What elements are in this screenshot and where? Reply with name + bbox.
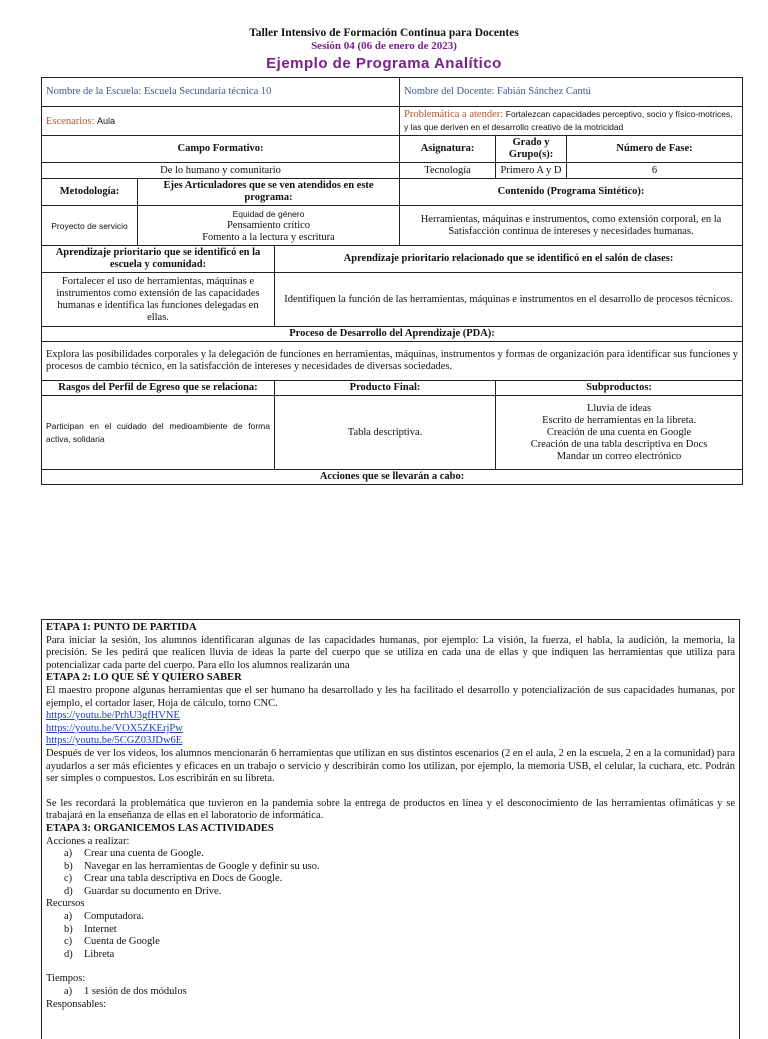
asignatura-header: Asignatura:: [400, 136, 496, 163]
etapa2-title: ETAPA 2: LO QUE SÉ Y QUIERO SABER: [46, 672, 242, 684]
aprendizaje-escuela-value: Fortalecer el uso de herramientas, máquinas e instrumentos como extensión de las capacidades humanas e identifica las funciones delegadas en ellas.: [42, 273, 275, 327]
problem-cell: [400, 107, 743, 136]
etapa1-title: ETAPA 1: PUNTO DE PARTIDA: [46, 622, 197, 633]
subproducto-item: Lluvia de ideas: [586, 402, 652, 414]
list-item: a) Computadora.: [64, 911, 144, 923]
acciones-list: [46, 848, 735, 898]
video-link-2[interactable]: https://youtu.be/VOX5ZKErjPw: [46, 722, 183, 734]
rasgos-header: Rasgos del Perfil de Egreso que se relaciona:: [42, 381, 275, 396]
list-item: d) Guardar su documento en Drive.: [64, 885, 222, 897]
list-item: d) Libreta: [64, 948, 115, 960]
program-table: [41, 77, 743, 485]
subproducto-item: Creación de una cuenta en Google: [546, 426, 692, 438]
subproducto-item: Creación de una tabla descriptiva en Docs: [530, 438, 708, 450]
video-link-1[interactable]: https://youtu.be/PrhU3gfHVNE: [46, 710, 180, 722]
contenido-value: Herramientas, máquinas e instrumentos, como extensión corporal, en la Satisfacción continua de intereses y necesidades humanas.: [400, 206, 743, 246]
list-item: b) Internet: [64, 923, 117, 935]
list-item: a) 1 sesión de dos módulos: [64, 986, 187, 998]
ejes-value: [138, 206, 400, 246]
ejes-header: Ejes Articuladores que se ven atendidos en este programa:: [138, 179, 400, 206]
fase-header: Número de Fase:: [567, 136, 743, 163]
list-item: a) Crear una cuenta de Google.: [64, 848, 204, 860]
producto-value: Tabla descriptiva.: [275, 396, 496, 470]
metodologia-header: Metodología:: [42, 179, 138, 206]
recursos-label: Recursos: [46, 898, 85, 910]
eje-item: Fomento a la lectura y escritura: [202, 231, 335, 243]
recursos-list: [46, 911, 735, 961]
problem-value: Fortalezcan capacidades perceptivo, socio y físico-motrices, y las que deriven en el desarrollo creativo de la motricidad: [404, 109, 733, 132]
campo-value: De lo humano y comunitario: [42, 163, 400, 179]
aprendizaje-salon-value: Identifiquen la función de las herramientas, máquinas e instrumentos en el desarrollo de procesos técnicos.: [275, 273, 743, 327]
scenarios-label: Escenarios:: [46, 115, 95, 127]
teacher-name: Nombre del Docente: Fabián Sánchez Cantú: [400, 78, 743, 107]
list-item: c) Cuenta de Google: [64, 936, 160, 948]
eje-item: Pensamiento crítico: [226, 219, 311, 231]
campo-header: Campo Formativo:: [42, 136, 400, 163]
pda-header: Proceso de Desarrollo del Aprendizaje (PDA):: [42, 327, 743, 342]
acciones-header: Acciones que se llevarán a cabo:: [42, 470, 743, 485]
etapa2-text: El maestro propone algunas herramientas que el ser humano ha desarrollado y les ha facilitado el desarrollo y potencialización de sus capacidades humanas, por ejemplo, el cortador laser, Hoja de cálculo, torno CNC.: [46, 684, 735, 709]
metodologia-value: Proyecto de servicio: [42, 206, 138, 246]
contenido-header: Contenido (Programa Sintético):: [400, 179, 743, 206]
subproducto-item: Escrito de herramientas en la libreta.: [542, 414, 696, 426]
grado-value: Primero A y D: [496, 163, 567, 179]
subproductos-header: Subproductos:: [496, 381, 743, 396]
fase-value: 6: [567, 163, 743, 179]
aprendizaje-salon-header: Aprendizaje prioritario relacionado que se identificó en el salón de clases:: [275, 246, 743, 273]
scenarios-value: Aula: [97, 115, 116, 126]
tiempos-list: [46, 986, 735, 999]
pandemia-text: Se les recordará la problemática que tuvieron en la pandemia sobre la entrega de productos en línea y el desconocimiento de las herramientas ofimáticas y se trabajará en la enseñanza de ellas en el laboratorio de informática.: [46, 797, 735, 822]
eje-item: Equidad de género: [232, 208, 305, 219]
activities-box: [41, 619, 740, 1039]
list-item: c) Crear una tabla descriptiva en Docs de Google.: [64, 873, 283, 885]
pda-value: Explora las posibilidades corporales y la delegación de funciones en herramientas, máquinas, instrumentos y formas de organización para identificar sus funciones y procesos de cambio técnico, en la satisfacción de intereses y necesidades de diversas sociedades.: [42, 342, 743, 381]
subproductos-value: [496, 396, 743, 470]
acciones-label: Acciones a realizar:: [46, 835, 130, 847]
list-item: b) Navegar en las herramientas de Google y definir su uso.: [64, 860, 320, 872]
problem-label: Problemática a atender:: [404, 109, 504, 120]
asignatura-value: Tecnología: [400, 163, 496, 179]
video-link-3[interactable]: https://youtu.be/5CGZ03JDw6E: [46, 735, 183, 747]
producto-header: Producto Final:: [275, 381, 496, 396]
page-title: Ejemplo de Programa Analítico: [266, 55, 502, 72]
scenarios-cell: [42, 107, 400, 136]
etapa1-text: Para iniciar la sesión, los alumnos identificaran algunas de las capacidades humanas, por ejemplo: La visión, la fuerza, el habla, la audición, la memoria, la precisión. Se les pedirá que realicen lluvia de ideas la parte del cuerpo que se utiliza en cada una de ellas y que indiquen las herramientas que utiliza para potencializar cada parte del cuerpo. Para ello los alumnos realizarán una: [46, 634, 735, 671]
grado-header: Grado y Grupo(s):: [496, 136, 567, 163]
aprendizaje-escuela-header: Aprendizaje prioritario que se identificó en la escuela y comunidad:: [42, 246, 275, 273]
responsables-label: Responsables:: [46, 998, 107, 1010]
after-links-text: Después de ver los videos, los alumnos mencionarán 6 herramientas que utilizan en sus distintos escenarios (2 en el aula, 2 en la escuela, 2 en a la comunidad) para ayudarlos a ser más eficientes y eficaces en un trabajo o servicio y describirán como los utilizan, por ejemplo, la memoria USB, el celular, la cuchara, etc. Podrán ser simples o compuestos. Los escribirán en su libreta.: [46, 747, 735, 785]
school-name: Nombre de la Escuela: Escuela Secundaria técnica 10: [42, 78, 400, 107]
workshop-title: Taller Intensivo de Formación Continua para Docentes: [249, 27, 519, 39]
session-subtitle: Sesión 04 (06 de enero de 2023): [311, 40, 457, 52]
tiempos-label: Tiempos:: [46, 973, 86, 985]
etapa3-title: ETAPA 3: ORGANICEMOS LAS ACTIVIDADES: [46, 822, 274, 834]
subproducto-item: Mandar un correo electrónico: [556, 450, 682, 462]
rasgos-value: Participan en el cuidado del medioambiente de forma activa, solidaria: [42, 396, 275, 470]
